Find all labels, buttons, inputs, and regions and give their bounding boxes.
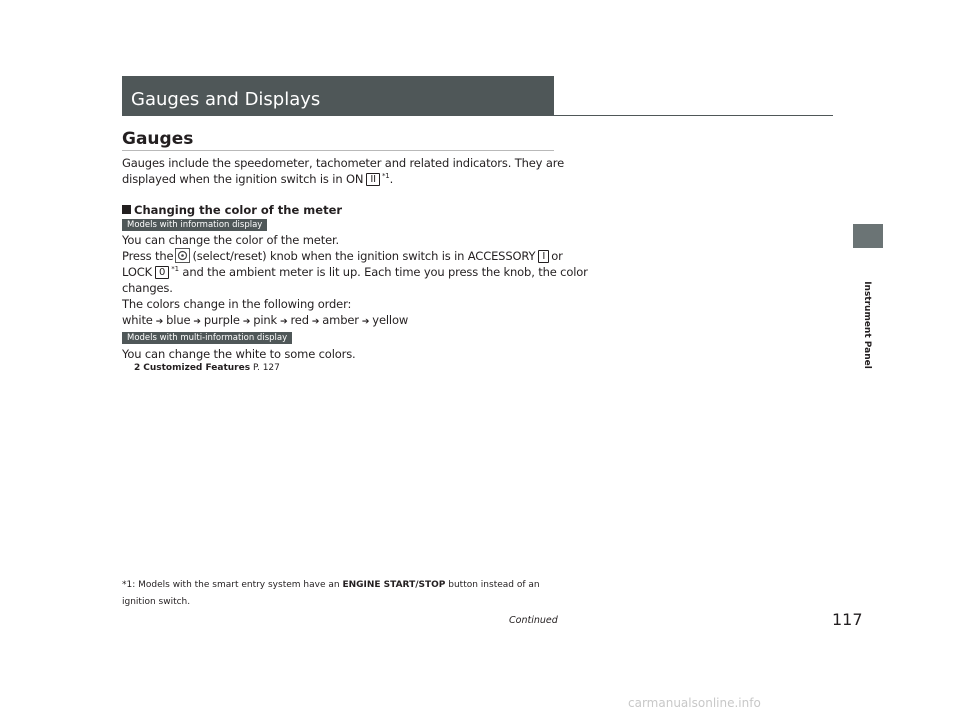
arrow-right-icon: ➔: [311, 317, 320, 327]
key-lock-icon: 0: [155, 266, 169, 279]
color-pink: pink: [253, 313, 278, 327]
section-title: Gauges and Displays: [131, 89, 321, 110]
footnote-line-2: ignition switch.: [122, 597, 191, 607]
arrow-right-icon: ➔: [361, 317, 370, 327]
tag-multi-information-display: Models with multi-information display: [122, 332, 292, 344]
color-line-4: changes.: [122, 281, 173, 295]
color-sequence: [122, 312, 408, 330]
color-amber: amber: [322, 313, 359, 327]
arrow-right-icon: ➔: [280, 317, 288, 327]
chapter-side-label: Instrument Panel: [862, 281, 872, 369]
multi-text: You can change the white to some colors.: [122, 347, 356, 361]
page-heading: Gauges: [122, 129, 194, 149]
key-accessory-icon: I: [538, 250, 549, 263]
arrow-right-icon: ➔: [242, 317, 251, 327]
subheading: Changing the color of the meter: [122, 202, 342, 218]
color-red: red: [290, 313, 309, 327]
color-white: white: [122, 313, 153, 327]
color-yellow: yellow: [372, 313, 409, 327]
arrow-right-icon: ➔: [193, 317, 201, 327]
page-number: 117: [832, 610, 863, 629]
watermark: carmanualsonline.info: [628, 696, 761, 710]
arrow-right-icon: ➔: [155, 317, 164, 327]
chapter-side-tab: [853, 224, 883, 248]
continued-label: Continued: [509, 615, 558, 626]
section-title-bar: [122, 76, 554, 116]
color-line-2: Press the (select/reset) knob when the ignition switch is in ACCESSORY I or: [122, 249, 563, 263]
footnote-mark: *1: [171, 265, 179, 273]
square-bullet-icon: [122, 205, 131, 214]
footnote-mark: *1: [381, 172, 390, 180]
footnote-line-1: *1: Models with the smart entry system have an ENGINE START/STOP button instead of an: [122, 580, 540, 590]
color-purple: purple: [203, 313, 240, 327]
select-reset-knob-icon: [175, 248, 190, 263]
cross-reference-link[interactable]: [134, 362, 280, 374]
color-line-1: You can change the color of the meter.: [122, 233, 340, 247]
xref-title: Customized Features: [143, 363, 251, 373]
tag-information-display: Models with information display: [122, 219, 267, 231]
color-line-3: LOCK 0 $^{*1}$ and the ambient meter is lit up. Each time you press the knob, the color: [122, 265, 588, 279]
intro-line-2: displayed when the ignition switch is in ON II $^{*1}$.: [122, 172, 394, 186]
title-rule: [554, 115, 833, 116]
color-line-5: The colors change in the following order:: [122, 297, 352, 311]
heading-rule: [122, 150, 554, 151]
color-blue: blue: [166, 313, 191, 327]
intro-line-1: Gauges include the speedometer, tachometer and related indicators. They are: [122, 156, 564, 170]
xref-page: P. 127: [252, 363, 280, 373]
key-on-icon: II: [366, 173, 380, 186]
cross-reference-icon: 2: [134, 363, 141, 373]
